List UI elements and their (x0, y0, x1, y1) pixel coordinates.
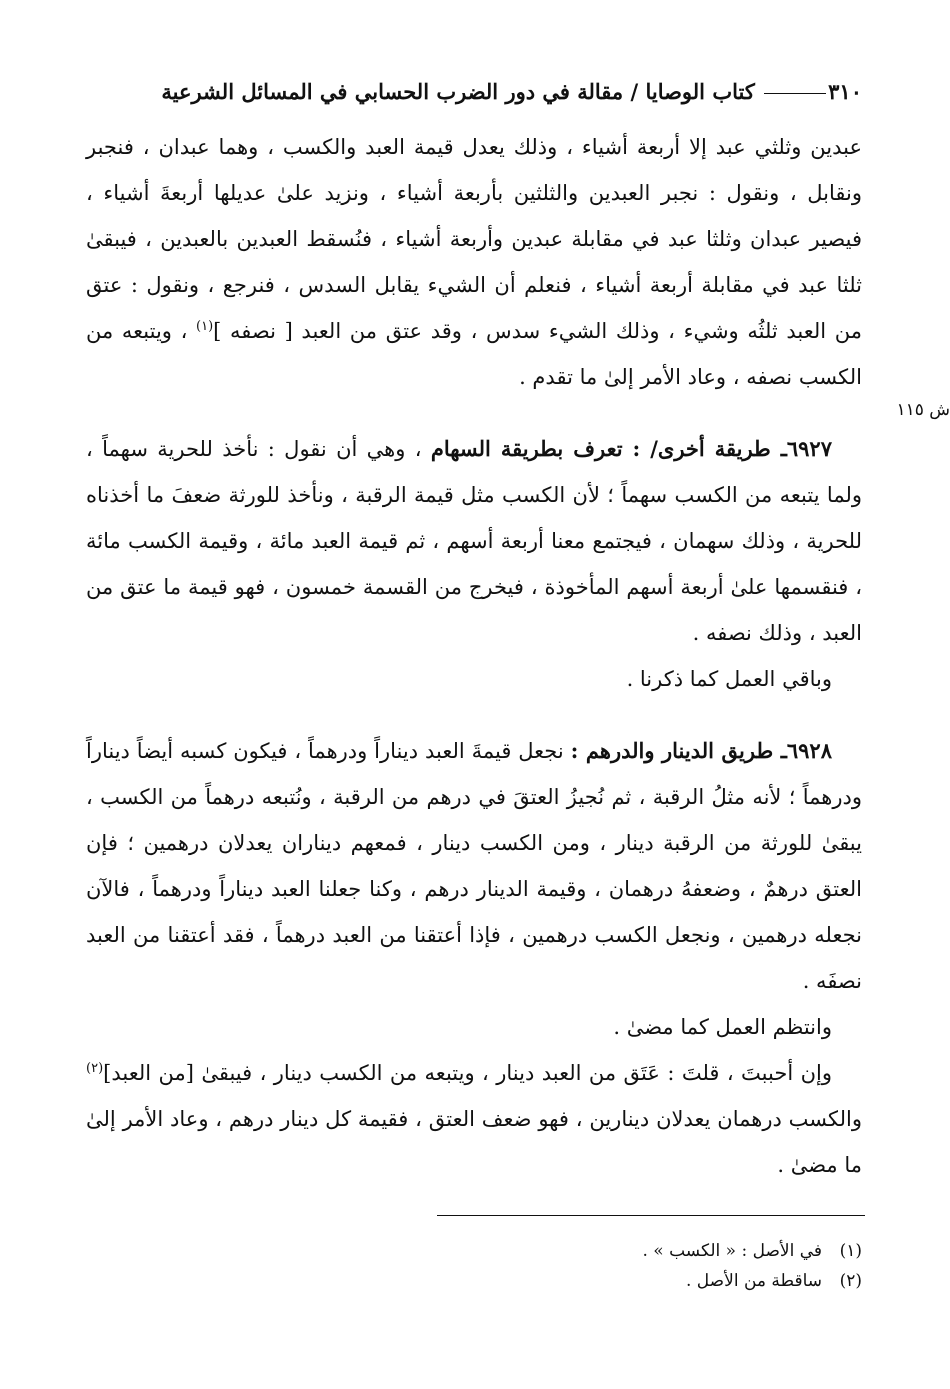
footnote-2 (86, 1266, 862, 1296)
paragraph-6-text: وإن أحببتَ ، قلتَ : عَتَق من العبد دينار ، ويتبعه من الكسب دينار ، فيبقىٰ [من العبد] (103, 1061, 832, 1085)
paragraph-gap (86, 400, 862, 426)
header-rule (764, 93, 826, 94)
paragraph-3: وباقي العمل كما ذكرنا . (626, 667, 832, 691)
paragraph-1-text: عبدين وثلثي عبد إلا أربعة أشياء ، وذلك يعدل قيمة العبد والكسب ، وهما عبدان ، فنجبر ونقابل ، ونقول : نجبر العبدين والثلثين بأربعة أشياء ، ونزيد علىٰ عديلها أربعةَ أشياء ، فيصير عبدان وثلثا عبد في مقابلة عبدين وأربعة أشياء ، فنُسقط العبدين بالعبدين ، فيبقىٰ ثلثا عبد في مقابلة أربعة أشياء ، فنعلم أن الشيء يقابل السدس ، فنرجع ، ونقول : عتق من العبد ثلثُه وشيء ، وذلك الشيء سدس ، وقد عتق من العبد [ نصفه ] (86, 135, 862, 343)
page-number: ٣١٠ (828, 79, 862, 104)
footnote-2-mark: (٢) (839, 1271, 862, 1291)
running-header (86, 76, 862, 108)
footnotes (86, 1236, 862, 1296)
paragraph-6927-text: ، وهي أن نقول : نأخذ للحرية سهماً ، ولما يتبعه من الكسب سهماً ؛ لأن الكسب مثل قيمة الرقبة ، ونأخذ للورثة ضعفَ ما أخذناه للحرية ، وذلك سهمان ، فيجتمع معنا أربعة أسهم ، ثم قيمة العبد مائة ، وقيمة الكسب مائة ، فنقسمها علىٰ أربعة أسهم المأخوذة ، فيخرج من القسمة خمسون ، فهو قيمة ما عتق من العبد ، وذلك نصفه . (86, 437, 862, 645)
issue-number-6928: ٦٩٢٨ـ طريق الدينار والدرهم : (570, 738, 832, 763)
main-text (86, 124, 862, 1188)
paragraph-6-tail: والكسب درهمان يعدلان دينارين ، فهو ضعف العتق ، فقيمة كل دينار درهم ، وعاد الأمر إلىٰ ما مضىٰ . (86, 1107, 862, 1177)
footnote-2-text: ساقطة من الأصل . (686, 1271, 822, 1291)
issue-number-6927: ٦٩٢٧ـ طريقة أخرى/ : (632, 436, 832, 461)
paragraph-gap (86, 702, 862, 728)
paragraph-6927 (86, 426, 862, 656)
footnote-ref-2: (٢) (86, 1061, 104, 1076)
paragraph-1-tail: ، ويتبعه من الكسب نصفه ، وعاد الأمر إلىٰ ما تقدم . (86, 319, 862, 389)
running-title: كتاب الوصايا / مقالة في دور الضرب الحسابي في المسائل الشرعية (161, 79, 755, 104)
footnote-1-mark: (١) (839, 1241, 862, 1261)
paragraph-5: وانتظم العمل كما مضىٰ . (613, 1015, 832, 1039)
method-title: تعرف بطريقة السهام (430, 436, 633, 461)
paragraph-6 (86, 1050, 862, 1188)
footnote-divider (437, 1215, 865, 1216)
footnote-1 (86, 1236, 862, 1266)
footnote-ref-1: (١) (196, 319, 214, 334)
footnote-1-text: في الأصل : « الكسب » . (642, 1241, 822, 1261)
paragraph-6928-text: نجعل قيمةَ العبد ديناراً ودرهماً ، فيكون كسبه أيضاً ديناراً ودرهماً ؛ لأنه مثلُ الرقبة ، ثم نُجيزُ العتقَ في درهم من الرقبة ، ونُتبعه درهماً من الكسب ، يبقىٰ للورثة من الرقبة دينار ، ومن الكسب دينار ، فمعهم ديناران يعدلان درهمين ؛ فإن العتق درهمٌ ، وضعفهُ درهمان ، وقيمة الدينار درهم ، وكنا جعلنا العبد ديناراً ودرهماً ، فالآن نجعله درهمين ، ونجعل الكسب درهمين ، فإذا أعتقنا من العبد درهماً ، فقد أعتقنا من العبد نصفَه . (86, 739, 862, 993)
paragraph-6928 (86, 728, 862, 1004)
paragraph-1 (86, 124, 862, 400)
margin-note: ش ١١٥ (896, 400, 950, 420)
